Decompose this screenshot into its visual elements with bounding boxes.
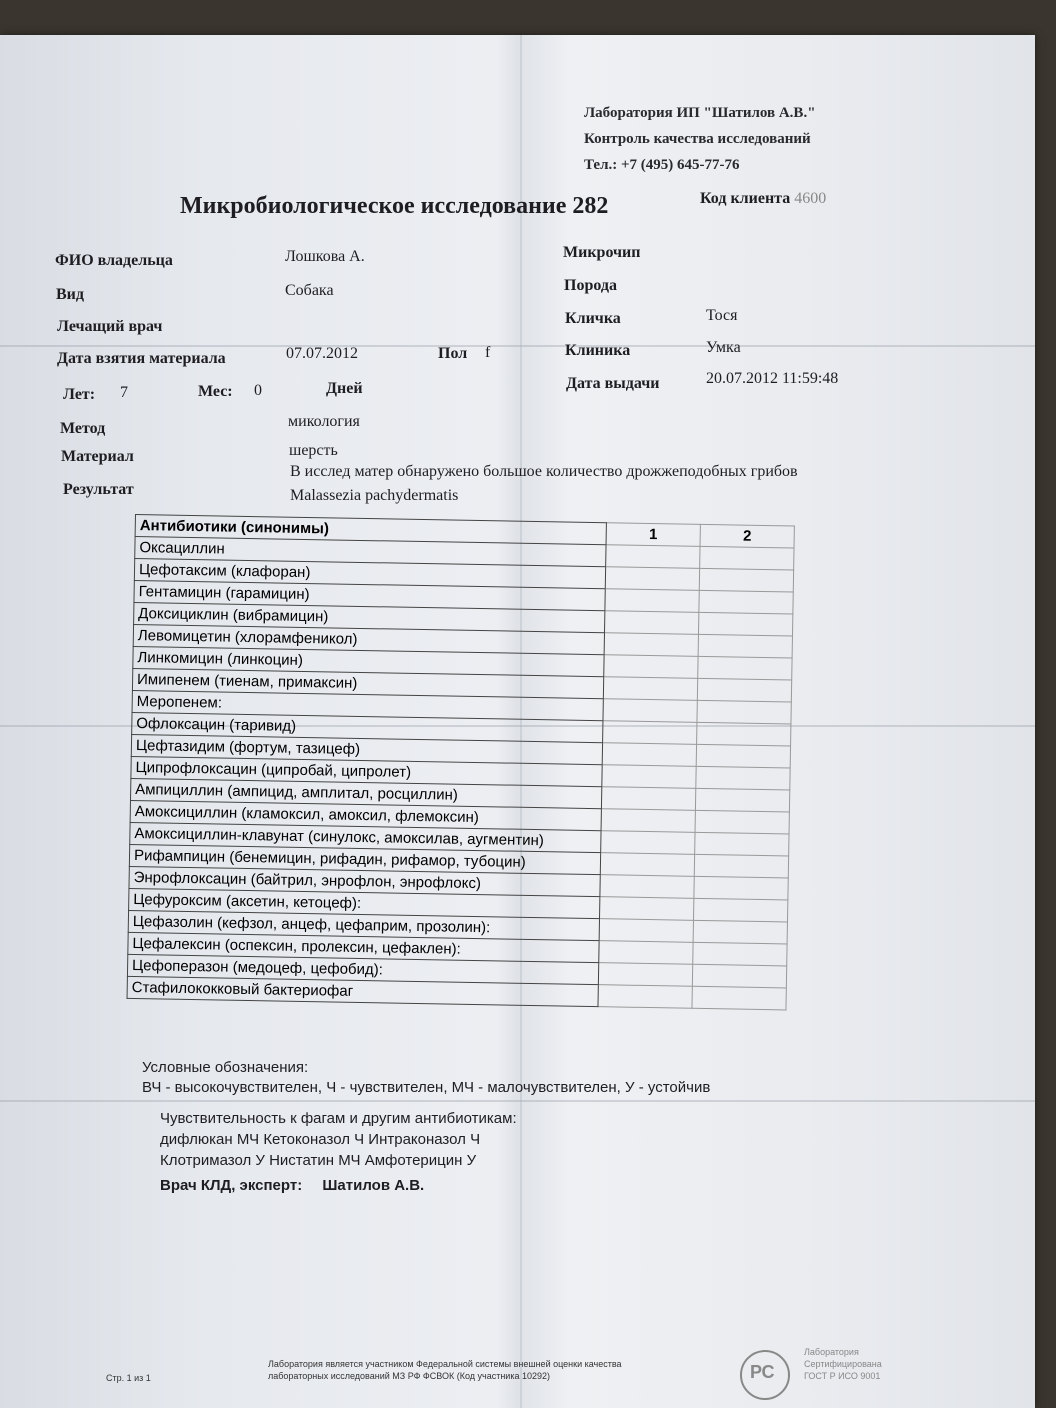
years-value: 7	[120, 384, 128, 401]
antibiotic-name: Имипенем (тиенам, примаксин)	[132, 668, 603, 698]
doctor-label: Лечащий врач	[57, 318, 163, 335]
antibiotic-name: Меропенем:	[132, 690, 603, 720]
method-label: Метод	[60, 420, 106, 437]
clinic-label: Клиника	[565, 342, 631, 359]
antibiotic-name: Амоксициллин-клавунат (синулокс, амоксилав, аугментин)	[130, 822, 601, 852]
result-cell-2	[699, 590, 793, 614]
legend	[142, 1058, 710, 1098]
antibiotics-header: Антибиотики (синонимы)	[135, 515, 606, 545]
result-cell-2	[699, 568, 793, 592]
result-cell-1	[602, 765, 696, 789]
antibiotic-name: Цефоперазон (медоцеф, цефобид):	[127, 954, 598, 984]
result-cell-2	[698, 634, 792, 658]
result-cell-2	[694, 854, 788, 878]
lab-quality: Контроль качества исследований	[584, 131, 811, 147]
antibiotic-name: Энрофлоксацин (байтрил, энрофлон, энрофлокс)	[129, 866, 600, 896]
result-cell-1	[599, 919, 693, 943]
document-title: Микробиологическое исследование 282	[180, 193, 609, 219]
result-cell-2	[697, 722, 791, 746]
antibiotics-table-body	[127, 537, 794, 1010]
result-cell-1	[604, 655, 698, 679]
footer-line-2: лабораторных исследований МЗ РФ ФСВОК (Код участника 10292)	[268, 1371, 551, 1381]
antibiotic-name: Цефазолин (кефзол, анцеф, цефаприм, прозолин):	[128, 910, 599, 940]
result-cell-1	[603, 721, 697, 745]
result-cell-1	[600, 875, 694, 899]
result-cell-1	[603, 677, 697, 701]
antibiotic-name: Цефалексин (оспексин, пролексин, цефаклен):	[128, 932, 599, 962]
issue-date-label: Дата выдачи	[566, 375, 660, 392]
antibiotic-name: Левомицетин (хлорамфеникол)	[133, 624, 604, 654]
months-label: Мес:	[198, 383, 233, 400]
result-cell-1	[605, 567, 699, 591]
result-label: Результат	[63, 481, 134, 498]
page-number: Стр. 1 из 1	[106, 1373, 151, 1383]
antibiotic-name: Офлоксацин (таривид)	[132, 712, 603, 742]
result-cell-2	[693, 942, 787, 966]
column-1-header: 1	[606, 523, 700, 547]
result-cell-1	[605, 589, 699, 613]
result-cell-2	[695, 788, 789, 812]
result-line-2: Malassezia pachydermatis	[290, 487, 459, 504]
result-cell-1	[599, 941, 693, 965]
result-cell-1	[601, 787, 695, 811]
result-cell-2	[697, 700, 791, 724]
date-taken-value: 07.07.2012	[286, 345, 358, 362]
result-cell-2	[695, 832, 789, 856]
method-value: микология	[288, 413, 360, 430]
owner-label: ФИО владельца	[55, 252, 173, 269]
material-value: шерсть	[289, 442, 338, 459]
antibiotic-name: Доксициклин (вибрамицин)	[134, 602, 605, 632]
certification-text	[804, 1346, 882, 1382]
sensitivity-block	[160, 1108, 517, 1171]
result-cell-1	[598, 985, 692, 1009]
footer-text	[268, 1358, 622, 1382]
column-2-header: 2	[700, 524, 794, 548]
antibiotic-name: Линкомицин (линкоцин)	[133, 646, 604, 676]
cert-line-1: Лаборатория	[804, 1347, 859, 1357]
result-cell-2	[700, 546, 794, 570]
result-cell-2	[697, 678, 791, 702]
certification-logo-text: РС	[750, 1362, 775, 1382]
client-code-value: 4600	[794, 190, 827, 207]
result-cell-2	[692, 986, 786, 1010]
breed-label: Порода	[564, 277, 617, 294]
sensitivity-title: Чувствительность к фагам и другим антибиотикам:	[160, 1110, 517, 1127]
doctor-sign-name: Шатилов А.В.	[322, 1177, 425, 1194]
legend-title: Условные обозначения:	[142, 1059, 309, 1076]
result-cell-1	[601, 809, 695, 833]
result-line-1: В исслед матер обнаружено большое количество дрожжеподобных грибов	[290, 463, 798, 480]
days-label: Дней	[326, 380, 363, 397]
result-value	[290, 460, 900, 508]
species-value: Собака	[285, 282, 334, 299]
doctor-signature	[160, 1177, 424, 1194]
client-code	[700, 190, 826, 208]
months-value: 0	[254, 382, 262, 399]
result-cell-1	[603, 699, 697, 723]
result-cell-2	[698, 656, 792, 680]
fold-line	[0, 1100, 1035, 1102]
lab-info	[584, 100, 816, 178]
antibiotic-name: Гентамицин (гарамицин)	[134, 580, 605, 610]
doctor-sign-label: Врач КЛД, эксперт:	[160, 1177, 303, 1194]
result-cell-2	[693, 920, 787, 944]
antibiotic-name: Амоксициллин (кламоксил, амоксил, флемоксин)	[130, 800, 601, 830]
result-cell-1	[601, 831, 695, 855]
sex-value: f	[485, 344, 491, 361]
result-cell-1	[600, 897, 694, 921]
legend-text: ВЧ - высокочувствителен, Ч - чувствителен, МЧ - малочувствителен, У - устойчив	[142, 1079, 711, 1096]
chip-label: Микрочип	[563, 244, 641, 261]
sensitivity-line-1: дифлюкан МЧ Кетоконазол Ч Интраконазол Ч	[160, 1131, 481, 1148]
antibiotic-name: Цефтазидим (фортум, тазицеф)	[131, 734, 602, 764]
lab-phone: Тел.: +7 (495) 645-77-76	[584, 157, 740, 173]
result-cell-2	[696, 766, 790, 790]
result-cell-2	[692, 964, 786, 988]
result-cell-2	[695, 810, 789, 834]
antibiotic-name: Рифампицин (бенемицин, рифадин, рифамор, тубоцин)	[129, 844, 600, 874]
sex-label: Пол	[438, 345, 468, 362]
nickname-label: Кличка	[565, 310, 621, 327]
result-cell-1	[600, 853, 694, 877]
result-cell-2	[694, 876, 788, 900]
result-cell-1	[604, 633, 698, 657]
certification-logo-icon	[740, 1350, 790, 1400]
sensitivity-line-2: Клотримазол У Нистатин МЧ Амфотерицин У	[160, 1152, 477, 1169]
result-cell-1	[606, 545, 700, 569]
issue-date-value: 20.07.2012 11:59:48	[706, 370, 839, 387]
years-label: Лет:	[63, 386, 96, 403]
result-cell-1	[604, 611, 698, 635]
fold-line	[0, 345, 1035, 347]
nickname-value: Тося	[706, 307, 738, 324]
result-cell-2	[698, 612, 792, 636]
antibiotic-name: Ампициллин (ампицид, амплитал, росциллин)	[130, 778, 601, 808]
cert-line-3: ГОСТ Р ИСО 9001	[804, 1371, 881, 1381]
cert-line-2: Сертифицирована	[804, 1359, 882, 1369]
antibiotics-table	[127, 514, 795, 1010]
lab-name: Лаборатория ИП "Шатилов А.В."	[584, 105, 816, 121]
owner-value: Лошкова А.	[285, 248, 365, 265]
result-cell-2	[693, 898, 787, 922]
material-label: Материал	[61, 448, 134, 465]
species-label: Вид	[56, 286, 84, 303]
footer-line-1: Лаборатория является участником Федеральной системы внешней оценки качества	[268, 1359, 622, 1369]
result-cell-1	[598, 963, 692, 987]
result-cell-1	[602, 743, 696, 767]
antibiotic-name: Стафилококковый бактериофаг	[127, 976, 598, 1006]
client-code-label: Код клиента	[700, 190, 791, 207]
result-cell-2	[696, 744, 790, 768]
antibiotic-name: Ципрофлоксацин (ципробай, ципролет)	[131, 756, 602, 786]
antibiotic-name: Цефуроксим (аксетин, кетоцеф):	[129, 888, 600, 918]
date-taken-label: Дата взятия материала	[57, 350, 226, 367]
antibiotic-name: Оксациллин	[135, 537, 606, 567]
antibiotic-name: Цефотаксим (клафоран)	[134, 559, 605, 589]
clinic-value: Умка	[706, 339, 741, 356]
